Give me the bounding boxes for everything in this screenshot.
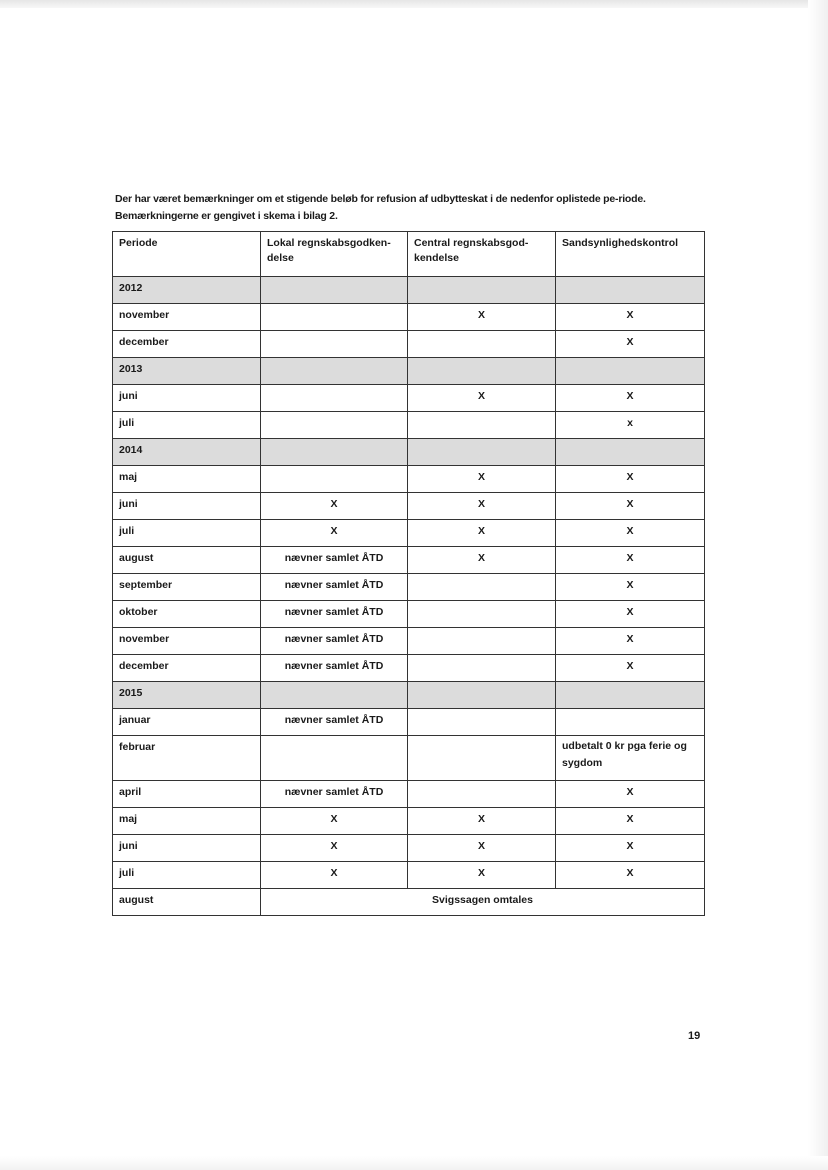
period-cell: juli [113,862,261,889]
header-central: Central regnskabsgod-kendelse [408,232,556,277]
sandsynlighed-cell: X [556,835,705,862]
scan-right-edge [808,0,828,1170]
central-cell [408,412,556,439]
page-number: 19 [688,1030,701,1042]
lokal-cell [261,736,408,781]
table-body [113,277,705,916]
period-cell: 2014 [113,439,261,466]
central-cell [408,574,556,601]
sandsynlighed-cell: X [556,655,705,682]
year-row [113,439,705,466]
sandsynlighed-cell: X [556,493,705,520]
scan-bottom-edge [0,1156,828,1170]
table-row [113,574,705,601]
sandsynlighed-cell [556,682,705,709]
lokal-cell: X [261,493,408,520]
lokal-cell: nævner samlet ÅTD [261,655,408,682]
lokal-cell [261,331,408,358]
sandsynlighed-cell: X [556,808,705,835]
sandsynlighed-cell: X [556,628,705,655]
sandsynlighed-cell: X [556,574,705,601]
period-cell: april [113,781,261,808]
sandsynlighed-cell [556,709,705,736]
lokal-cell [261,466,408,493]
central-cell: X [408,808,556,835]
header-lokal: Lokal regnskabsgodken-delse [261,232,408,277]
lokal-cell: X [261,520,408,547]
remarks-table [112,231,705,916]
central-cell: X [408,385,556,412]
table-row [113,835,705,862]
lokal-cell: X [261,862,408,889]
table-row [113,385,705,412]
header-sandsynlighed: Sandsynlighedskontrol [556,232,705,277]
lokal-cell [261,385,408,412]
period-cell: maj [113,466,261,493]
table-row [113,781,705,808]
period-cell: august [113,889,261,916]
period-cell: juli [113,412,261,439]
period-cell: juli [113,520,261,547]
sandsynlighed-cell: x [556,412,705,439]
central-cell [408,781,556,808]
intro-paragraph: Der har været bemærkninger om et stigende beløb for refusion af udbytteskat i de nedenfor oplistede pe-riode. Bemærkningerne er gengivet i skema i bilag 2. [115,193,646,222]
central-cell: X [408,520,556,547]
lokal-cell: nævner samlet ÅTD [261,574,408,601]
lokal-cell [261,277,408,304]
sandsynlighed-cell [556,439,705,466]
year-row [113,358,705,385]
table-row [113,736,705,781]
header-periode: Periode [113,232,261,277]
lokal-cell: X [261,835,408,862]
table-row [113,304,705,331]
central-cell: X [408,547,556,574]
period-cell: december [113,331,261,358]
period-cell: november [113,304,261,331]
sandsynlighed-cell: X [556,601,705,628]
table-row [113,655,705,682]
period-cell: februar [113,736,261,781]
sandsynlighed-cell [556,277,705,304]
table-row [113,601,705,628]
lokal-cell: nævner samlet ÅTD [261,547,408,574]
year-row [113,682,705,709]
central-cell [408,439,556,466]
sandsynlighed-cell: X [556,385,705,412]
table-row [113,628,705,655]
central-cell [408,709,556,736]
sandsynlighed-cell: X [556,331,705,358]
period-cell: 2015 [113,682,261,709]
lokal-cell [261,412,408,439]
lokal-cell [261,682,408,709]
period-cell: oktober [113,601,261,628]
table-row [113,547,705,574]
central-cell [408,601,556,628]
table-row [113,412,705,439]
table-row [113,466,705,493]
lokal-cell [261,439,408,466]
sandsynlighed-cell [556,358,705,385]
lokal-cell: nævner samlet ÅTD [261,709,408,736]
central-cell: X [408,304,556,331]
period-cell: maj [113,808,261,835]
period-cell: juni [113,835,261,862]
table-row [113,808,705,835]
sandsynlighed-cell: X [556,466,705,493]
central-cell [408,331,556,358]
central-cell [408,277,556,304]
central-cell [408,736,556,781]
sandsynlighed-cell: udbetalt 0 kr pga ferie og sygdom [556,736,705,781]
period-cell: september [113,574,261,601]
merged-note-cell: Svigssagen omtales [261,889,705,916]
lokal-cell [261,358,408,385]
central-cell [408,655,556,682]
central-cell: X [408,835,556,862]
lokal-cell: nævner samlet ÅTD [261,781,408,808]
period-cell: juni [113,493,261,520]
table-header-row [113,232,705,277]
central-cell: X [408,493,556,520]
lokal-cell [261,304,408,331]
period-cell: 2012 [113,277,261,304]
central-cell [408,682,556,709]
sandsynlighed-cell: X [556,547,705,574]
year-row [113,277,705,304]
scan-top-edge [0,0,828,8]
table-row [113,862,705,889]
period-cell: januar [113,709,261,736]
sandsynlighed-cell: X [556,781,705,808]
sandsynlighed-cell: X [556,862,705,889]
period-cell: august [113,547,261,574]
lokal-cell: nævner samlet ÅTD [261,601,408,628]
table-row [113,493,705,520]
table-row [113,331,705,358]
period-cell: 2013 [113,358,261,385]
sandsynlighed-cell: X [556,520,705,547]
central-cell: X [408,862,556,889]
period-cell: december [113,655,261,682]
table-row [113,709,705,736]
sandsynlighed-cell: X [556,304,705,331]
lokal-cell: X [261,808,408,835]
central-cell [408,358,556,385]
table-row [113,520,705,547]
lokal-cell: nævner samlet ÅTD [261,628,408,655]
table-row [113,889,705,916]
period-cell: juni [113,385,261,412]
central-cell [408,628,556,655]
period-cell: november [113,628,261,655]
central-cell: X [408,466,556,493]
